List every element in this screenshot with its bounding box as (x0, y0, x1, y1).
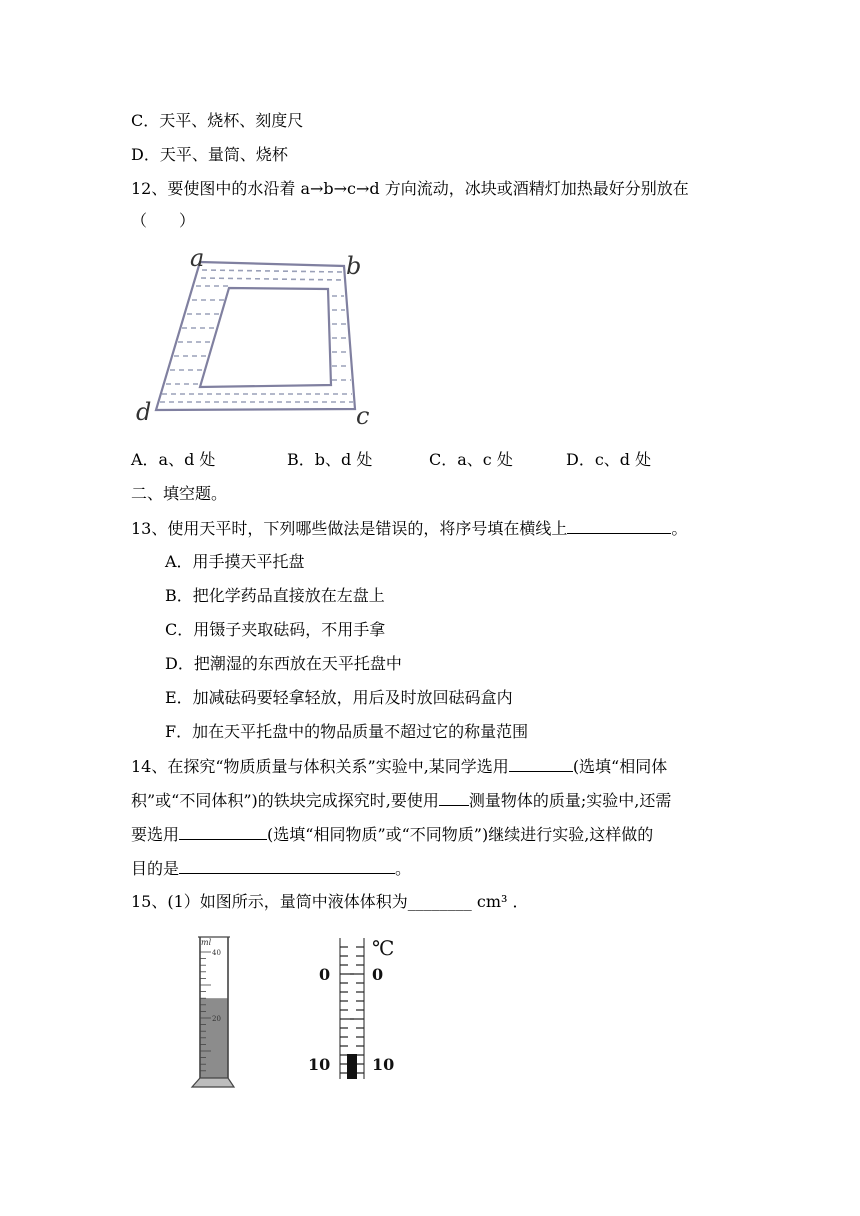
cylinder-tick-40: 40 (212, 949, 221, 957)
q13-item-e: E．加减砝码要轻拿轻放，用后及时放回砝码盒内 (165, 688, 513, 707)
q13-stem-line (131, 517, 687, 540)
q13-item-a: A．用手摸天平托盘 (165, 552, 305, 571)
label-c: c (356, 402, 370, 430)
thermometer-unit: ℃ (372, 936, 395, 960)
q14-blank-4 (179, 857, 395, 874)
thermo-label-10-left: 10 (308, 1055, 331, 1074)
label-b: b (346, 252, 362, 280)
graduated-cylinder-figure (188, 935, 238, 1090)
thermometer-figure (306, 935, 406, 1085)
thermo-label-0-left: 0 (319, 965, 331, 984)
q12-option-c: C．a、c 处 (429, 450, 513, 469)
q15-stem: 15、(1）如图所示，量筒中液体体积为________ cm³ ． (131, 892, 529, 911)
label-a: a (190, 244, 205, 272)
q14-text-1b: (选填“相同体 (572, 757, 668, 776)
q13-item-f: F．加在天平托盘中的物品质量不超过它的称量范围 (165, 722, 529, 741)
q14-blank-1 (509, 755, 573, 772)
q14-text-2a: 积”或“不同体积”)的铁块完成探究时,要使用 (131, 791, 439, 810)
q14-line-1 (131, 755, 667, 778)
q13-stem: 13、使用天平时，下列哪些做法是错误的，将序号填在横线上 (131, 519, 568, 538)
q14-text-4a: 目的是 (131, 859, 180, 878)
q13-item-c: C．用镊子夹取砝码，不用手拿 (165, 620, 386, 639)
q14-text-4b: 。 (395, 859, 412, 878)
q13-blank (567, 517, 671, 534)
q14-text-1a: 14、在探究“物质质量与体积关系”实验中,某同学选用 (131, 757, 509, 776)
section-title: 二、填空题。 (131, 484, 228, 503)
q12-answer-paren: （ ） (131, 211, 196, 230)
q14-line-2 (131, 789, 671, 812)
cylinder-tick-20: 20 (212, 1015, 221, 1023)
q11-option-d: D．天平、量筒、烧杯 (131, 145, 288, 164)
q13-item-b: B．把化学药品直接放在左盘上 (165, 586, 385, 605)
q14-text-3b: (选填“相同物质”或“不同物质”)继续进行实验,这样做的 (267, 825, 654, 844)
q12-option-b: B．b、d 处 (287, 450, 373, 469)
q12-stem: 12、要使图中的水沿着 a→b→c→d 方向流动，冰块或酒精灯加热最好分别放在 (131, 179, 689, 198)
cylinder-unit: ml (201, 938, 212, 947)
label-d: d (136, 398, 152, 426)
q13-end: 。 (671, 519, 688, 538)
q12-option-a: A．a、d 处 (131, 450, 216, 469)
q14-line-3 (131, 823, 653, 846)
q11-option-c: C．天平、烧杯、刻度尺 (131, 111, 304, 130)
q14-text-3a: 要选用 (131, 825, 180, 844)
thermo-label-0-right: 0 (372, 965, 384, 984)
q12-option-d: D．c、d 处 (566, 450, 652, 469)
q13-item-d: D．把潮湿的东西放在天平托盘中 (165, 654, 402, 673)
q14-text-2b: 测量物体的质量;实验中,还需 (468, 791, 672, 810)
q14-line-4 (131, 857, 411, 880)
q12-water-loop-figure (132, 244, 382, 430)
mercury-column (347, 1054, 357, 1079)
q12-options (131, 449, 651, 471)
q14-blank-3 (179, 823, 267, 840)
q14-blank-2 (439, 789, 469, 806)
thermo-label-10-right: 10 (372, 1055, 395, 1074)
